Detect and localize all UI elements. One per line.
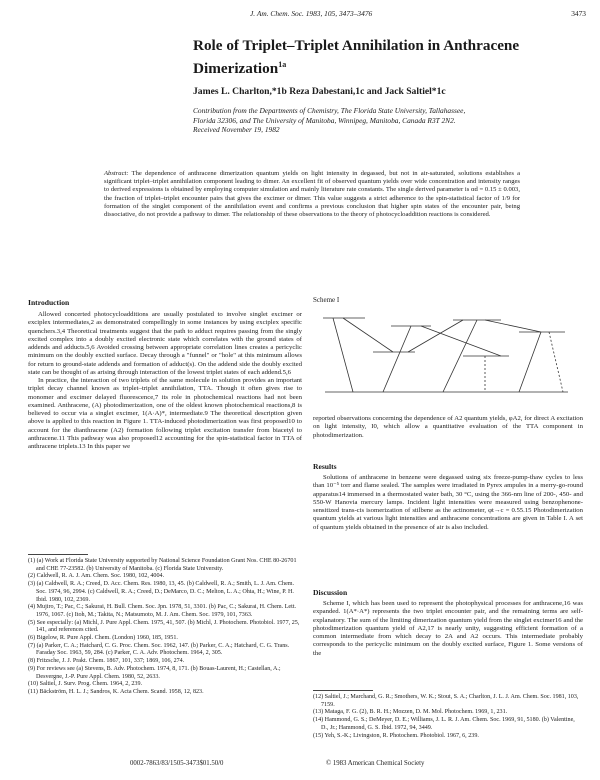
title-line-1: Role of Triplet–Triplet Annihilation in Anthracene — [193, 37, 520, 54]
abstract — [104, 170, 520, 219]
footnote: (13) Mataga, F. G. (2), B. R. H.; Mozzen, D. M. Mol. Photochem. 1969, 1, 231. — [313, 709, 508, 716]
footnote: (11) Bäckström, H. L. J.; Sandros, K. Acta Chem. Scand. 1958, 12, 823. — [28, 688, 204, 695]
title-note: 1a — [278, 60, 287, 69]
running-head — [250, 9, 586, 18]
affiliation-line: Contribution from the Departments of Chemistry, The Florida State University, Tallahassee, — [193, 106, 466, 115]
footnote: (4) Mujiro, T.; Pac, C.; Sakurai, H. Bull. Chem. Soc. Jpn. 1978, 51, 3301. (b) Pac, C.; Sakurai, H. Chem. Lett. 1976, 1067. (c) Itoh, M.; Takita, N.; Matsumoto, M. J. Am. Chem. Soc. 1979, 101, 7363. — [28, 604, 297, 618]
footnote: (15) Yeh, S.-K.; Livingston, R. Photochem. Photobiol. 1967, 6, 239. — [313, 732, 479, 739]
results-heading: Results — [313, 462, 337, 471]
journal-citation: J. Am. Chem. Soc. 1983, 105, 3473–3476 — [250, 9, 373, 18]
page-number: 3473 — [571, 9, 586, 18]
footnotes-right — [313, 694, 583, 740]
introduction-body — [28, 311, 302, 451]
footnote: (1) (a) Work at Florida State University supported by National Science Foundation Grant Nos. CHE 80-26701 and CHE 77-23582. (b) University of Manitoba. (c) Florida State University. — [28, 558, 297, 572]
title-line-2: Dimerization — [193, 60, 279, 78]
introduction-heading: Introduction — [28, 298, 70, 307]
paragraph: In practice, the interaction of two triplets of the same molecule in solution provides an important triplet decay channel known as triplet–triplet annihilation, TTA. Though it often gives rise to monomer and excimer delayed fluorescence,7 its role in photochemical reactions had not been examined. Anthracene, (A) photodimerization, one of the oldest known photochemical reactions,8 is believed to occur via a singlet excimer, 1(A·A)*, intermediate.9 The theoretical description given above is applied to this reaction in Figure 1. TTA-induced photodimerization was first proposed10 to account for the dianthracene (A2) formation following triplet excitation transfer from biacetyl to anthracene.11 This pathway was also proposed12 accounting for the spin-statistical factor in TTA of anthracene triplets.13 In this paper we — [28, 377, 302, 450]
copyright-notice: © 1983 American Chemical Society — [326, 760, 425, 767]
paragraph: Solutions of anthracene in benzene were degassed using six freeze-pump-thaw cycles to less than 10⁻⁵ torr and flame sealed. The samples were irradiated in Pyrex ampules in a merry-go-round apparatus14 immersed in a thermostated water bath, 30 °C, using the 366-nm line of 200-, 450- and 550-W Hanovia mercury lamps. Incident light intensities were measured using benzophenone-sensitized trans-cis isomerization of stilbene as the actinometer, φt→c = 0.55.15 Photodimerization quantum yields at various light intensities and anthracene concentrations are given in Table I. A set of quantum yields obtained in the presence of air is also included. — [313, 474, 583, 531]
discussion-body — [313, 600, 583, 658]
footnote: (12) Saltiel, J.; Marchand, G. R.; Smothers, W. K.; Stout, S. A.; Charlton, J. L. J. Am. Chem. Soc. 1981, 103, 7159. — [313, 694, 579, 708]
footnote: (9) For reviews see (a) Stevens, B. Adv. Photochem. 1974, 8, 171. (b) Bouas-Laurent, H.; Castellan, A.; Desvergne, J.-P. Pure Appl. Chem. 1980, 52, 2633. — [28, 665, 281, 680]
footnote: (8) Fritzsche, J. J. Prakt. Chem. 1867, 101, 337; 1869, 106, 274. — [28, 658, 185, 665]
transition-arrow — [343, 318, 393, 352]
right-intro-continuation: reported observations concerning the dependence of A2 quantum yields, φA2, for direct A excitation on light intensity, I0, which allow a quantitative evaluation of the TTA component in photodimerization. — [313, 415, 583, 439]
transition-arrow — [383, 326, 411, 392]
results-body — [313, 474, 583, 532]
received-date: Received November 19, 1982 — [193, 125, 280, 135]
footnote: (7) (a) Parker, C. A.; Hatchard, C. G. Proc. Chem. Soc. 1962, 147. (b) Parker, C. A.; Hatchard, C. G. Trans. Faraday Soc. 1963, 59, 284. (c) Parker, C. A. Adv. Photochem. 1964, 2, 305. — [28, 642, 290, 657]
article-title — [193, 36, 553, 78]
transition-arrow — [485, 320, 541, 332]
footnotes-left — [28, 558, 302, 697]
abstract-label: Abstract: — [104, 170, 129, 177]
transition-arrow — [519, 332, 541, 392]
transition-arrow — [421, 326, 501, 356]
transition-arrow — [408, 320, 463, 352]
transition-arrow — [333, 318, 353, 392]
paragraph: Allowed concerted photocycloadditions are usually postulated to involve singlet excimer or exciplex intermediates,2 as demonstrated compellingly in some instances by using exciplex specific quenchers.3,4 Theoretical treatments suggest that the path to adduct requires passing from the singly excited complex into a doubly excited electronic state which correlates with the ground states of addends and adducts.5,6 Avoided crossing between appropriate correlation lines creates a pericyclic minimum on the doubly excited surface. Decay through a "funnel" or "hole" at this minimum allows for return to ground-state addends and formation of adduct(s). On the addend side the doubly excited state can be thought of as arising through interaction of the lowest triplet states of each addend.5,6 — [28, 311, 302, 376]
footnote-rule — [28, 554, 88, 555]
author-list: James L. Charlton,*1b Reza Dabestani,1c and Jack Saltiel*1c — [193, 86, 446, 97]
footnote: (14) Hammond, G. S.; DeMeyer, D. E.; Williams, J. L. R. J. Am. Chem. Soc. 1969, 91, 5180. (b) Valentine, D., Jr.; Hammond, G. S. Ibid. 1972, 94, 3449. — [313, 717, 575, 731]
discussion-heading: Discussion — [313, 588, 348, 597]
paragraph: Scheme I, which has been used to represent the photophysical processes for anthracene,16 was expanded. 1(A*·A*) represents the two triplet encounter pair, and the remaining terms are self-explanatory. The sum of the limiting dimerization quantum yield from the singlet excimer16 and the photodimerization quantum yield of A2,17 is nearly unity, suggesting efficient formation of a common intermediate from which decay to 2A and A2 occurs. This intermediate probably corresponds to the pericyclic minimum on the doubly excited surface, Figure 1. Some versions of the — [313, 600, 583, 657]
scheme-diagram — [313, 304, 581, 408]
footnote: (10) Saltiel, J. Surv. Prog. Chem. 1964, 2, 239. — [28, 681, 143, 688]
abstract-text: The dependence of anthracene dimerization quantum yields on light intensity in degassed, but not in air-saturated, solutions establishes a significant triplet–triplet annihilation component leading to dimer. An excellent fit of observed quantum yields over wide concentration and intensity ranges to derived expressions is obtained by employing computer simulation and mainly literature rate constants. The single derived parameter is αd = 0.15 ± 0.003, the fraction of triplet–triplet encounter pairs that gives the excimer or dimer. This value suggests a strict adherence to the spin-statistical factor of 1/9 for formation of the singlet component of the annihilation event and confirms a previous conclusion that higher spin states of the encounter pair, being dissociative, do not provide a pathway to dimer. The relationship of these observations to the theory of photocycloaddition reactions is considered. — [104, 170, 521, 219]
footnote-rule — [313, 690, 373, 691]
footnote: (3) (a) Caldwell, R. A.; Creed, D. Acc. Chem. Res. 1980, 13, 45. (b) Caldwell, R. A.; Smith, L. J. Am. Chem. Soc. 1974, 96, 2994. (c) Caldwell, R. A.; Creed, D.; DeMarco, D. C.; Melton, L. A.; Ohta, H.; Wine, P. H. Ibid. 1980, 102, 2369. — [28, 581, 295, 603]
article-code: 0002-7863/83/1505-3473$01.50/0 — [130, 760, 224, 767]
footnote: (5) See especially: (a) Michl, J. Pure Appl. Chem. 1975, 41, 507. (b) Michl, J. Photochem. Photobiol. 1977, 25, 141, and references cited. — [28, 619, 300, 634]
scheme-label: Scheme I — [313, 296, 340, 304]
transition-arrow — [549, 332, 563, 392]
affiliation-block — [193, 106, 563, 135]
footnote: (6) Bigelow, R. Pure Appl. Chem. (London) 1960, 185, 1951. — [28, 635, 178, 642]
footnote: (2) Caldwell, R. A. J. Am. Chem. Soc. 1980, 102, 4004. — [28, 573, 165, 580]
affiliation-line: Florida 32306, and The University of Manitoba, Winnipeg, Manitoba, Canada R3T 2N2. — [193, 115, 456, 125]
